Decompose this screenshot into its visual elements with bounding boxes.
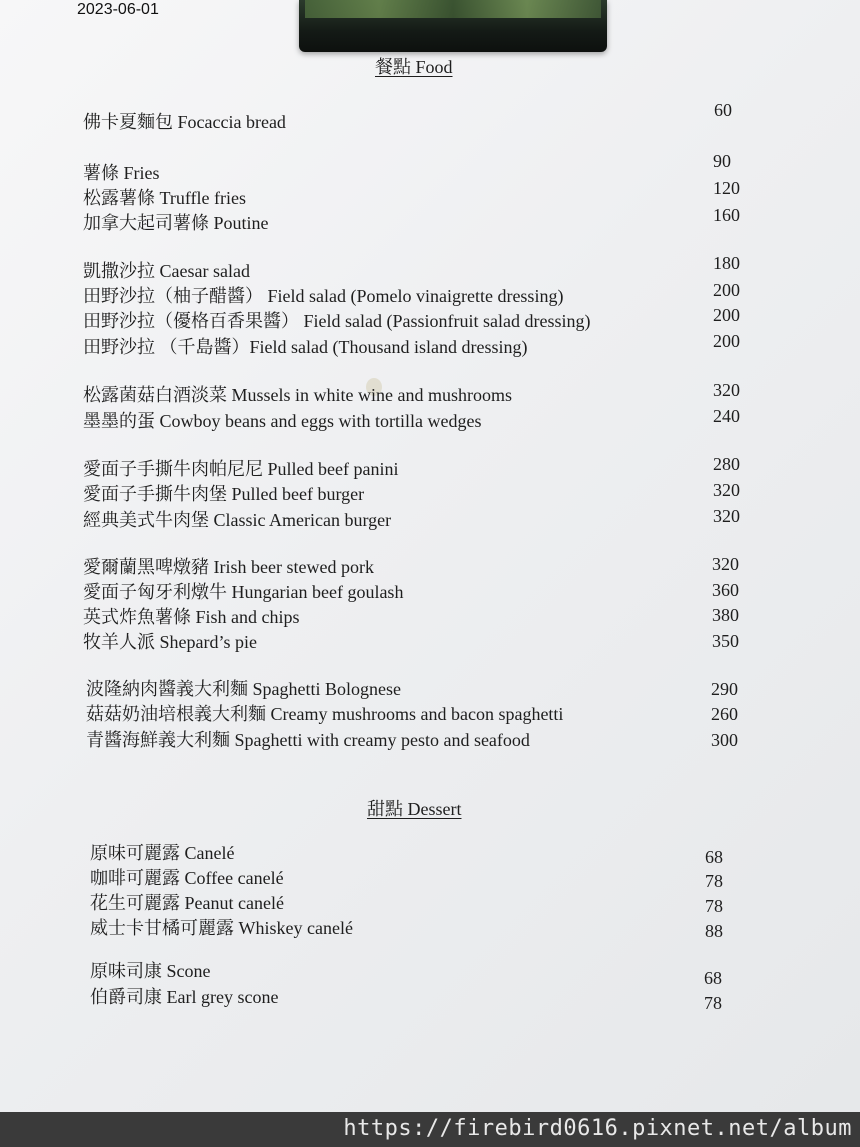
photo-date: 2023-06-01 — [77, 1, 159, 18]
food-item-name: 經典美式牛肉堡 Classic American burger — [83, 510, 392, 530]
dessert-item-price: 78 — [704, 993, 722, 1013]
food-item-name: 青醬海鮮義大利麵 Spaghetti with creamy pesto and seafood — [86, 730, 530, 750]
food-item-name: 英式炸魚薯條 Fish and chips — [83, 607, 300, 627]
food-item-name: 田野沙拉（柚子醋醬） Field salad (Pomelo vinaigrette dressing) — [83, 286, 564, 306]
food-item-price: 200 — [713, 305, 740, 325]
food-item-price: 260 — [711, 704, 738, 724]
dessert-item-price: 68 — [704, 968, 722, 988]
food-item-price: 200 — [713, 280, 740, 300]
food-item-name: 松露菌菇白酒淡菜 Mussels in white wine and mushrooms — [83, 385, 512, 405]
watermark-bar — [0, 1112, 860, 1147]
watermark-url: https://firebird0616.pixnet.net/album — [343, 1116, 852, 1141]
food-item-name: 加拿大起司薯條 Poutine — [83, 213, 269, 233]
dessert-item-name: 原味可麗露 Canelé — [90, 843, 235, 863]
food-item-price: 280 — [713, 454, 740, 474]
food-item-name: 凱撒沙拉 Caesar salad — [83, 261, 250, 281]
food-item-name: 波隆納肉醬義大利麵 Spaghetti Bolognese — [86, 679, 401, 699]
food-item-price: 360 — [712, 580, 739, 600]
dessert-item-name: 威士卡甘橘可麗露 Whiskey canelé — [90, 918, 353, 938]
food-item-price: 200 — [713, 331, 740, 351]
dessert-item-price: 78 — [705, 896, 723, 916]
food-item-price: 240 — [713, 406, 740, 426]
dessert-item-name: 花生可麗露 Peanut canelé — [90, 893, 284, 913]
dessert-section-title: 甜點 Dessert — [367, 799, 462, 819]
food-item-price: 120 — [713, 178, 740, 198]
food-item-name: 薯條 Fries — [83, 163, 160, 183]
food-item-price: 320 — [713, 380, 740, 400]
food-item-name: 愛面子手撕牛肉堡 Pulled beef burger — [83, 484, 365, 504]
food-item-name: 松露薯條 Truffle fries — [83, 188, 246, 208]
food-item-price: 300 — [711, 730, 738, 750]
food-section-title: 餐點 Food — [375, 57, 453, 77]
food-item-price: 90 — [713, 151, 731, 171]
food-item-name: 牧羊人派 Shepard’s pie — [83, 632, 257, 652]
food-item-price: 180 — [713, 253, 740, 273]
dessert-item-name: 原味司康 Scone — [90, 961, 211, 981]
food-item-price: 350 — [712, 631, 739, 651]
food-item-name: 田野沙拉 （千島醬）Field salad (Thousand island dressing) — [83, 337, 528, 357]
dessert-item-price: 68 — [705, 847, 723, 867]
food-item-name: 菇菇奶油培根義大利麵 Creamy mushrooms and bacon spaghetti — [86, 704, 564, 724]
food-item-name: 田野沙拉（優格百香果醬） Field salad (Passionfruit salad dressing) — [83, 311, 591, 331]
dessert-item-price: 78 — [705, 871, 723, 891]
food-item-price: 320 — [713, 480, 740, 500]
food-item-name: 愛面子匈牙利燉牛 Hungarian beef goulash — [83, 582, 404, 602]
food-item-price: 320 — [713, 506, 740, 526]
food-item-name: 愛爾蘭黑啤燉豬 Irish beer stewed pork — [83, 557, 374, 577]
food-item-price: 60 — [714, 100, 732, 120]
food-item-price: 160 — [713, 205, 740, 225]
food-item-price: 380 — [712, 605, 739, 625]
dessert-item-name: 咖啡可麗露 Coffee canelé — [90, 868, 284, 888]
dessert-item-name: 伯爵司康 Earl grey scone — [90, 987, 279, 1007]
food-item-price: 290 — [711, 679, 738, 699]
food-item-price: 320 — [712, 554, 739, 574]
photo-edge — [299, 0, 607, 52]
food-item-name: 佛卡夏麵包 Focaccia bread — [83, 112, 286, 132]
food-item-name: 愛面子手撕牛肉帕尼尼 Pulled beef panini — [83, 459, 399, 479]
dessert-item-price: 88 — [705, 921, 723, 941]
food-item-name: 墨墨的蛋 Cowboy beans and eggs with tortilla wedges — [83, 411, 482, 431]
